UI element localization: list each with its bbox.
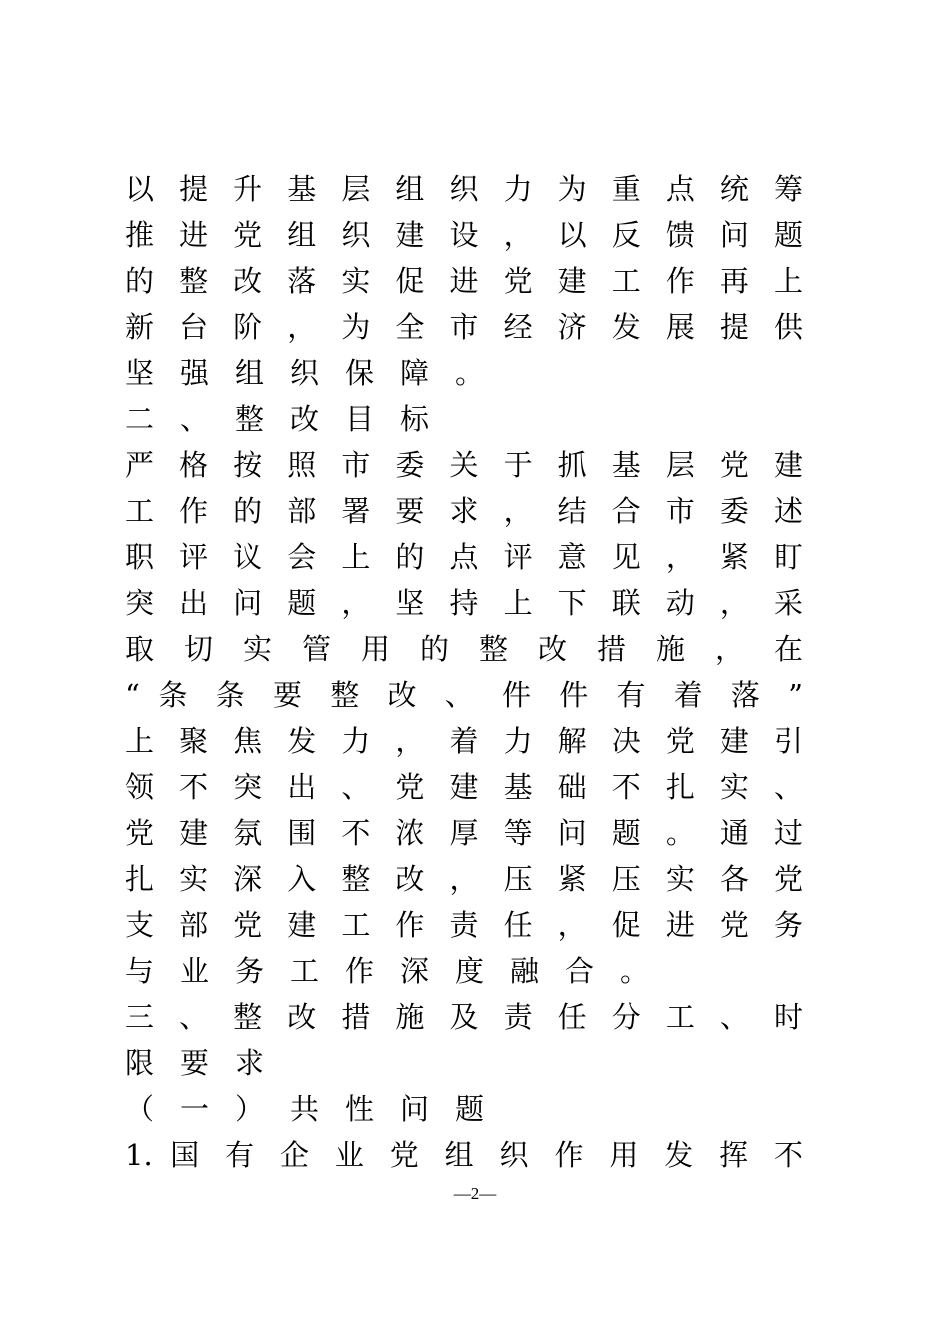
section-heading: 二、整改目标: [125, 402, 456, 436]
section-heading: 三 、 整 改 措 施 及 责 任 分 工 、 时: [125, 1000, 803, 1034]
text-line: 扎 实 深 入 整 改 ， 压 紧 压 实 各 党: [125, 862, 803, 896]
text-line: 党 建 氛 围 不 浓 厚 等 问 题 。 通 过: [125, 816, 803, 850]
text-line: 坚强组织保障。: [125, 356, 511, 390]
text-line: 职 评 议 会 上 的 点 评 意 见 ， 紧 盯: [125, 540, 803, 574]
page-number: —2—: [453, 1184, 497, 1203]
text-line: 支 部 党 建 工 作 责 任 ， 促 进 党 务: [125, 908, 803, 942]
text-line: 领 不 突 出 、 党 建 基 础 不 扎 实 、: [125, 770, 803, 804]
text-line: 上 聚 焦 发 力 ， 着 力 解 决 党 建 引: [125, 724, 803, 758]
text-line: “ 条 条 要 整 改 、 件 件 有 着 落 ”: [125, 678, 803, 712]
text-line: 1. 国 有 企 业 党 组 织 作 用 发 挥 不: [125, 1138, 803, 1172]
text-line: 与业务工作深度融合。: [125, 954, 676, 988]
text-line: 取 切 实 管 用 的 整 改 措 施 ， 在: [125, 632, 803, 666]
body-text: [125, 166, 803, 1178]
text-line: 严 格 按 照 市 委 关 于 抓 基 层 党 建: [125, 448, 803, 482]
text-line: 的 整 改 落 实 促 进 党 建 工 作 再 上: [125, 264, 803, 298]
text-line: 突 出 问 题 ， 坚 持 上 下 联 动 ， 采: [125, 586, 803, 620]
text-line: 推 进 党 组 织 建 设 ， 以 反 馈 问 题: [125, 218, 803, 252]
text-line: 新 台 阶 ， 为 全 市 经 济 发 展 提 供: [125, 310, 803, 344]
section-heading-continued: 限要求: [125, 1046, 291, 1080]
text-line: 以 提 升 基 层 组 织 力 为 重 点 统 筹: [125, 172, 803, 206]
text-line: 工 作 的 部 署 要 求 ， 结 合 市 委 述: [125, 494, 803, 528]
subsection-heading: （一）共性问题: [125, 1092, 511, 1126]
